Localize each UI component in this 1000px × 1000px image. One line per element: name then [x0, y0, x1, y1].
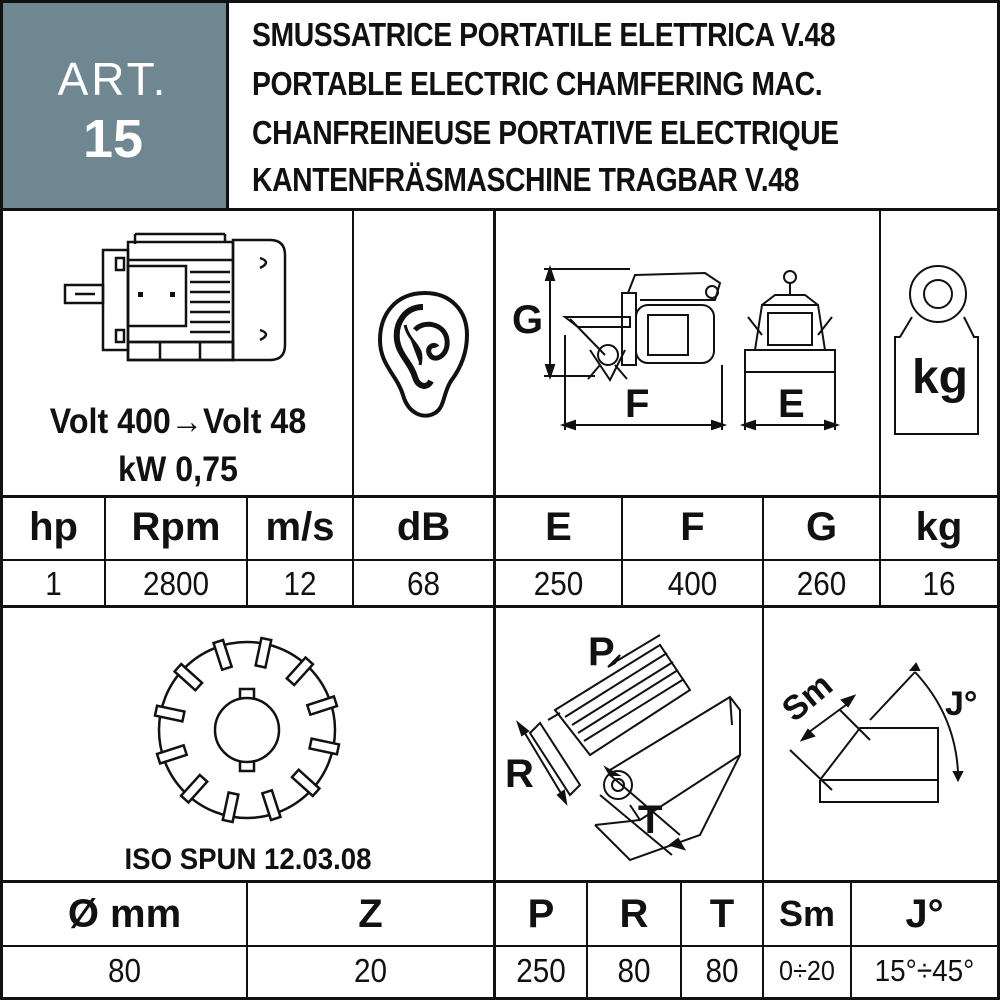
tool-value-diameter: 80 [107, 952, 142, 989]
article-number: 15 [82, 109, 144, 169]
spec-value-e: 250 [533, 565, 584, 602]
chamfer-angle-label: J° [945, 685, 978, 723]
motor-voltage: Volt 400→Volt 48 [49, 402, 307, 441]
spec-value-db: 68 [406, 565, 441, 602]
tool-header-p: P [527, 892, 555, 936]
spec-header-rpm: Rpm [131, 505, 221, 549]
spec-header-speed: m/s [265, 505, 335, 549]
cutter-tooth [175, 664, 202, 690]
machine-dimensions-diagram [500, 255, 875, 435]
spec-value-g: 260 [796, 565, 847, 602]
divider [0, 208, 1000, 211]
chamfer-sm-label: Sm [775, 665, 840, 730]
tool-header-r: R [619, 892, 649, 936]
spec-header-kg: kg [915, 505, 963, 549]
tool-header-z: Z [358, 892, 383, 936]
motor-icon [60, 230, 290, 370]
dimension-f-label: F [625, 382, 650, 426]
title-german: KANTENFRÄSMASCHINE TRAGBAR V.48 [252, 161, 799, 198]
tool-value-t: 80 [705, 952, 739, 989]
divider [226, 0, 229, 210]
spec-header-e: E [545, 505, 572, 549]
tool-value-z: 20 [353, 952, 388, 989]
tool-value-r: 80 [617, 952, 651, 989]
border-top [0, 0, 1000, 3]
tool-header-diameter: Ø mm [67, 892, 182, 936]
tool-header-t: T [709, 892, 735, 936]
dimension-e-label: E [778, 382, 805, 426]
motor-power: kW 0,75 [118, 450, 238, 489]
title-italian: SMUSSATRICE PORTATILE ELETTRICA V.48 [252, 16, 836, 53]
blade-p-label: P [588, 630, 615, 674]
spec-value-f: 400 [667, 565, 718, 602]
tool-value-sm: 0÷20 [779, 955, 835, 986]
spec-header-g: G [805, 505, 838, 549]
blade-t-label: T [638, 798, 663, 842]
tool-header-angle: J° [905, 892, 944, 936]
tool-value-p: 250 [516, 952, 566, 989]
spec-value-speed: 12 [283, 565, 317, 602]
title-english: PORTABLE ELECTRIC CHAMFERING MAC. [252, 65, 823, 102]
ear-icon [375, 285, 475, 425]
tool-header-sm: Sm [778, 893, 836, 934]
article-label: ART. [57, 53, 169, 105]
cutter-tooth [181, 775, 207, 802]
spec-value-kg: 16 [922, 565, 956, 602]
blade-r-label: R [505, 752, 534, 796]
spec-header-hp: hp [29, 505, 78, 549]
spec-value-rpm: 2800 [142, 565, 210, 602]
spec-value-hp: 1 [45, 565, 62, 602]
divider [493, 210, 496, 1000]
tool-value-angle: 15°÷45° [874, 953, 975, 988]
divider [0, 495, 1000, 498]
weight-kg-label: kg [911, 351, 968, 404]
cutter-standard: ISO SPUN 12.03.08 [124, 843, 372, 876]
dimension-g-label: G [512, 298, 544, 342]
cutter-tooth [287, 658, 313, 685]
cutter-tooth [292, 770, 319, 796]
cutter-disc-icon [150, 633, 345, 833]
blade-head-diagram [500, 625, 760, 875]
spec-header-db: dB [396, 505, 451, 549]
spec-header-f: F [680, 505, 705, 549]
title-french: CHANFREINEUSE PORTATIVE ELECTRIQUE [252, 114, 839, 151]
